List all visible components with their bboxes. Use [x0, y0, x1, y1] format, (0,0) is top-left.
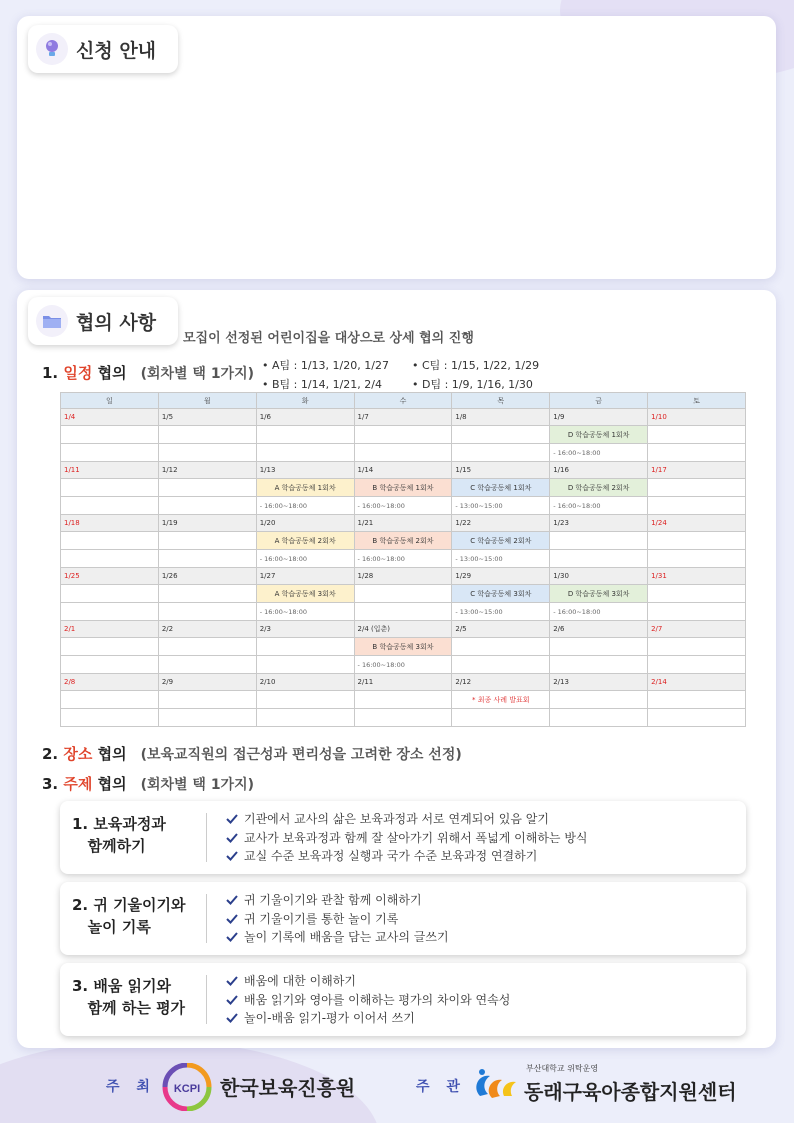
check-icon — [226, 914, 238, 924]
calendar-date: 2/1 — [61, 621, 159, 638]
calendar-date: 1/18 — [61, 515, 159, 532]
calendar-cell — [61, 426, 159, 444]
calendar-event: A 학습공동체 1회차 — [256, 479, 354, 497]
calendar-cell — [61, 550, 159, 568]
topic-card — [60, 882, 746, 955]
calendar-date: 2/5 — [452, 621, 550, 638]
calendar-cell — [550, 691, 648, 709]
team-schedule-list — [262, 357, 582, 392]
calendar-cell — [158, 532, 256, 550]
item-topic-heading: 3. 주제 협의 (회차별 택 1가지) — [42, 775, 255, 793]
item-place-heading: 2. 장소 협의 (보육교직원의 접근성과 편리성을 고려한 장소 선정) — [42, 745, 462, 763]
topic-card — [60, 801, 746, 874]
calendar-cell — [354, 691, 452, 709]
kcpi-logo — [162, 1063, 212, 1111]
topic-item — [226, 891, 449, 910]
calendar-cell — [61, 656, 159, 674]
calendar-date: 2/4 (입춘) — [354, 621, 452, 638]
calendar-date: 2/14 — [648, 674, 746, 691]
calendar-event: D 학습공동체 3회차 — [550, 585, 648, 603]
calendar-cell — [158, 603, 256, 621]
calendar-cell — [61, 585, 159, 603]
dongnae-center-logo — [470, 1066, 522, 1106]
topic-item-text: 교실 수준 보육과정 실행과 국가 수준 보육과정 연결하기 — [244, 849, 538, 863]
calendar-cell — [354, 603, 452, 621]
folder-icon — [36, 305, 68, 337]
calendar-cell — [158, 585, 256, 603]
calendar-cell — [452, 426, 550, 444]
calendar-cell — [648, 444, 746, 462]
calendar-event: B 학습공동체 2회차 — [354, 532, 452, 550]
calendar-cell — [256, 691, 354, 709]
topic-item-list — [226, 810, 588, 866]
calendar-cell — [158, 426, 256, 444]
topic-item — [226, 928, 449, 947]
section-title: 협의 사항 — [76, 311, 157, 334]
calendar-cell — [648, 479, 746, 497]
calendar-cell — [256, 656, 354, 674]
topic-item-text: 배움 읽기와 영아를 이해하는 평가의 차이와 연속성 — [244, 992, 511, 1007]
calendar-cell — [158, 497, 256, 515]
calendar-cell — [61, 497, 159, 515]
calendar-date: 2/2 — [158, 621, 256, 638]
calendar-date: 1/20 — [256, 515, 354, 532]
weekday-header: 월 — [158, 393, 256, 409]
calendar-cell — [648, 585, 746, 603]
calendar-time: - 16:00~18:00 — [256, 497, 354, 515]
calendar-cell — [452, 444, 550, 462]
calendar-date: 2/7 — [648, 621, 746, 638]
calendar-cell — [550, 709, 648, 727]
topic-divider — [206, 894, 207, 943]
section-title: 신청 안내 — [76, 39, 157, 62]
weekday-header: 목 — [452, 393, 550, 409]
calendar-cell — [452, 709, 550, 727]
calendar-cell — [550, 550, 648, 568]
calendar-time: - 16:00~18:00 — [550, 603, 648, 621]
calendar-cell — [648, 426, 746, 444]
check-icon — [226, 833, 238, 843]
calendar-date: 2/3 — [256, 621, 354, 638]
team-a-dates: • A팀 : 1/13, 1/20, 1/27 — [262, 359, 389, 372]
calendar-cell — [354, 585, 452, 603]
calendar-time: - 16:00~18:00 — [354, 497, 452, 515]
calendar-cell — [61, 479, 159, 497]
topic-item-list — [226, 891, 449, 947]
topic-item-text: 놀이-배움 읽기-평가 이어서 쓰기 — [244, 1011, 415, 1025]
host-label: 주 최 — [106, 1079, 156, 1095]
calendar-date: 1/17 — [648, 462, 746, 479]
calendar-date: 1/28 — [354, 568, 452, 585]
topic-divider — [206, 813, 207, 862]
topic-title: 3. 배움 읽기와 함께 하는 평가 — [72, 977, 186, 1017]
footer — [0, 1060, 794, 1115]
calendar-cell — [256, 638, 354, 656]
calendar-date: 2/12 — [452, 674, 550, 691]
calendar-event: B 학습공동체 1회차 — [354, 479, 452, 497]
topic-item-text: 교사가 보육과정과 함께 잘 살아가기 위해서 폭넓게 이해하는 방식 — [244, 830, 588, 845]
calendar-date: 1/8 — [452, 409, 550, 426]
team-b-dates: • B팀 : 1/14, 1/21, 2/4 — [262, 378, 382, 391]
calendar-date: 1/13 — [256, 462, 354, 479]
calendar-event: C 학습공동체 3회차 — [452, 585, 550, 603]
calendar-date: 1/27 — [256, 568, 354, 585]
calendar-date: 1/22 — [452, 515, 550, 532]
calendar-cell — [452, 656, 550, 674]
calendar-time: - 16:00~18:00 — [256, 550, 354, 568]
topic-item-text: 귀 기울이기를 통한 놀이 기록 — [244, 911, 399, 926]
calendar-date: 2/8 — [61, 674, 159, 691]
calendar-cell — [648, 532, 746, 550]
check-icon — [226, 995, 238, 1005]
calendar-date: 2/13 — [550, 674, 648, 691]
application-info-tag — [28, 25, 178, 73]
topic-item — [226, 972, 510, 991]
check-icon — [226, 814, 238, 824]
topic-item-text: 기관에서 교사의 삶은 보육과정과 서로 연계되어 있음 알기 — [244, 812, 549, 826]
lightbulb-icon — [36, 33, 68, 65]
calendar-cell — [648, 709, 746, 727]
check-icon — [226, 895, 238, 905]
calendar-cell — [550, 638, 648, 656]
calendar-event: D 학습공동체 1회차 — [550, 426, 648, 444]
calendar-cell — [354, 709, 452, 727]
weekday-header: 화 — [256, 393, 354, 409]
calendar-cell — [648, 691, 746, 709]
calendar-date: 1/25 — [61, 568, 159, 585]
calendar-cell — [354, 426, 452, 444]
calendar-date: 1/11 — [61, 462, 159, 479]
calendar-time: - 16:00~18:00 — [354, 550, 452, 568]
calendar-time: - 16:00~18:00 — [256, 603, 354, 621]
organizer-label: 주 관 — [416, 1079, 466, 1095]
calendar-cell — [648, 603, 746, 621]
calendar-cell — [158, 479, 256, 497]
calendar-cell — [61, 638, 159, 656]
calendar-cell — [61, 603, 159, 621]
topic-item-text: 귀 기울이기와 관찰 함께 이해하기 — [244, 893, 422, 907]
weekday-header: 수 — [354, 393, 452, 409]
calendar-date: 1/21 — [354, 515, 452, 532]
topic-card — [60, 963, 746, 1036]
calendar-date: 1/30 — [550, 568, 648, 585]
calendar-date: 1/6 — [256, 409, 354, 426]
topic-title: 1. 보육과정과 함께하기 — [72, 815, 166, 855]
consultation-subtitle: 모집이 선정된 어린이집을 대상으로 상세 협의 진행 — [183, 331, 474, 346]
topic-item-text: 놀이 기록에 배움을 담는 교사의 글쓰기 — [244, 930, 449, 944]
calendar-cell — [648, 638, 746, 656]
calendar-cell — [648, 550, 746, 568]
consultation-tag — [28, 297, 178, 345]
topic-item — [226, 1009, 510, 1028]
calendar-date: 1/12 — [158, 462, 256, 479]
organizer-sub: 부산대학교 위탁운영 — [526, 1064, 599, 1073]
calendar-time: - 16:00~18:00 — [550, 444, 648, 462]
weekday-header: 토 — [648, 393, 746, 409]
calendar-date: 1/24 — [648, 515, 746, 532]
topic-item-list — [226, 972, 510, 1028]
schedule-calendar — [60, 392, 746, 727]
check-icon — [226, 851, 238, 861]
calendar-date: 2/6 — [550, 621, 648, 638]
topic-title: 2. 귀 기울이기와 놀이 기록 — [72, 896, 186, 936]
calendar-cell — [158, 691, 256, 709]
team-d-dates: • D팀 : 1/9, 1/16, 1/30 — [412, 378, 533, 391]
calendar-cell — [648, 656, 746, 674]
calendar-event: A 학습공동체 3회차 — [256, 585, 354, 603]
topic-item — [226, 847, 588, 866]
calendar-event: C 학습공동체 1회차 — [452, 479, 550, 497]
calendar-time: - 13:00~15:00 — [452, 550, 550, 568]
calendar-date: 1/19 — [158, 515, 256, 532]
calendar-date: 1/10 — [648, 409, 746, 426]
calendar-cell — [61, 691, 159, 709]
calendar-date: 1/4 — [61, 409, 159, 426]
topic-item-text: 배움에 대한 이해하기 — [244, 974, 356, 988]
host-name: 한국보육진흥원 — [220, 1076, 356, 1100]
calendar-date: 1/23 — [550, 515, 648, 532]
calendar-event: A 학습공동체 2회차 — [256, 532, 354, 550]
calendar-cell — [158, 656, 256, 674]
calendar-time: - 16:00~18:00 — [550, 497, 648, 515]
calendar-cell — [158, 550, 256, 568]
team-c-dates: • C팀 : 1/15, 1/22, 1/29 — [412, 359, 540, 372]
calendar-cell — [158, 638, 256, 656]
calendar-date: 2/11 — [354, 674, 452, 691]
item-schedule-heading: 1. 일정 협의 (회차별 택 1가지) — [42, 364, 255, 382]
calendar-cell — [158, 709, 256, 727]
calendar-date: 1/15 — [452, 462, 550, 479]
calendar-date: 1/29 — [452, 568, 550, 585]
calendar-event: D 학습공동체 2회차 — [550, 479, 648, 497]
calendar-date: 1/31 — [648, 568, 746, 585]
calendar-cell — [61, 709, 159, 727]
check-icon — [226, 932, 238, 942]
svg-text:KCPI: KCPI — [173, 1083, 201, 1095]
calendar-cell — [550, 532, 648, 550]
topic-item — [226, 810, 588, 829]
calendar-date: 1/5 — [158, 409, 256, 426]
topic-divider — [206, 975, 207, 1024]
weekday-header: 일 — [61, 393, 159, 409]
calendar-date: 1/14 — [354, 462, 452, 479]
calendar-date: 2/10 — [256, 674, 354, 691]
calendar-cell — [256, 426, 354, 444]
calendar-time: - 16:00~18:00 — [354, 656, 452, 674]
calendar-cell — [354, 444, 452, 462]
calendar-date: 1/16 — [550, 462, 648, 479]
calendar-date: 1/9 — [550, 409, 648, 426]
calendar-cell — [61, 444, 159, 462]
calendar-date: 2/9 — [158, 674, 256, 691]
check-icon — [226, 1013, 238, 1023]
weekday-header: 금 — [550, 393, 648, 409]
calendar-cell — [452, 638, 550, 656]
calendar-event: * 최종 사례 발표회 — [452, 691, 550, 709]
calendar-date: 1/7 — [354, 409, 452, 426]
calendar-time: - 13:00~15:00 — [452, 603, 550, 621]
calendar-cell — [550, 656, 648, 674]
topic-item — [226, 991, 510, 1010]
calendar-time: - 13:00~15:00 — [452, 497, 550, 515]
calendar-cell — [256, 444, 354, 462]
organizer-name: 동래구육아종합지원센터 — [524, 1080, 737, 1104]
calendar-cell — [648, 497, 746, 515]
calendar-cell — [61, 532, 159, 550]
calendar-cell — [158, 444, 256, 462]
calendar-event: B 학습공동체 3회차 — [354, 638, 452, 656]
calendar-event: C 학습공동체 2회차 — [452, 532, 550, 550]
calendar-date: 1/26 — [158, 568, 256, 585]
topic-item — [226, 910, 449, 929]
topic-item — [226, 829, 588, 848]
check-icon — [226, 976, 238, 986]
calendar-cell — [256, 709, 354, 727]
